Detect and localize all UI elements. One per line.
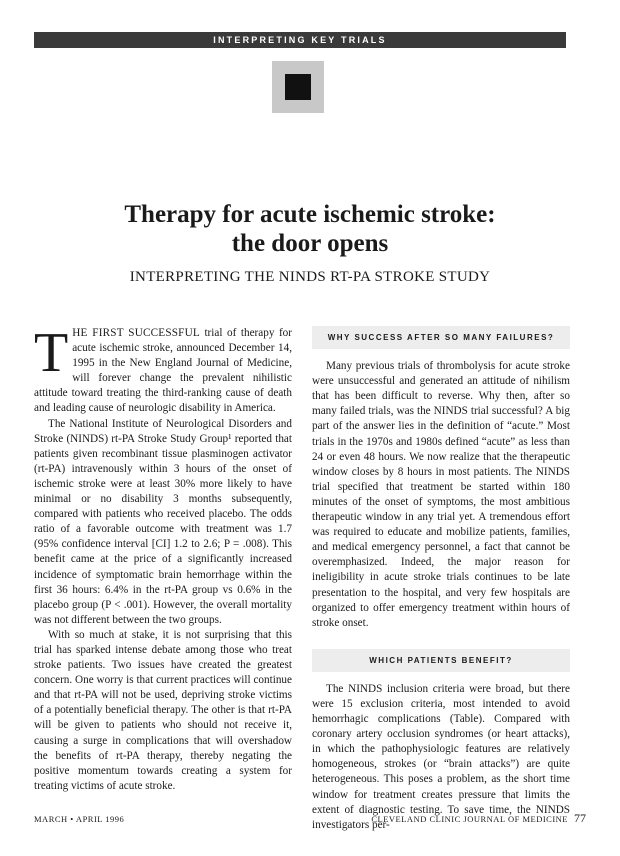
section-spacer xyxy=(312,631,570,649)
paragraph-2: The National Institute of Neurological Disorders and Stroke (NINDS) rt-PA Stroke Study Group¹ reported that patients given recombinant tissue plasminogen activator (rt-PA) intravenously within 3 hours of the onset of ischemic stroke were at least 30% more likely to have minimal or no disability 3 months subsequently, compared with patients who received placebo. The odds ratio of a favorable outcome with treatment was 1.7 (95% confidence interval [CI] 1.2 to 2.6; P = .008). This benefit came at the price of a significantly increased incidence of symptomatic brain hemorrhage within the first 36 hours: 6.4% in the rt-PA group vs 0.6% in the placebo group (P < .001). However, the overall mortality was not different between the two groups. xyxy=(34,417,292,626)
footer-issue-date: MARCH • APRIL 1996 xyxy=(34,814,125,824)
paragraph-3: With so much at stake, it is not surprising that this trial has sparked intense debate among those who treat stroke patients. Two issues have created the greatest concern. One worry is that current practices will continue and that rt-PA will not be used, depriving stroke victims of a potentially beneficial therapy. The other is that rt-PA will be given to patients who should not receive it, causing a surge in complications that will overshadow the benefits of rt-PA therapy, thereby negating the positive momentum towards creating a system for treating victims of acute stroke. xyxy=(34,628,292,792)
page-number: 77 xyxy=(574,811,586,825)
paragraph-1-text: trial of therapy for acute ischemic stroke, announced December 14, 1995 in the New England Journal of Medicine, will forever change the prevalent nihilistic attitude toward treating the third-ranking cause of death and leading cause of neurologic disability in America. xyxy=(34,327,292,415)
section-1-text: Many previous trials of thrombolysis for acute stroke were unsuccessful and generated an attitude of nihilism that has been difficult to reverse. Why then, after so many failed trials, was the NINDS trial successful? A big part of the answer lies in the definition of “acute.” Most trials in the 1970s and 1980s defined “acute” as less than 24 or even 48 hours. We now realize that the therapeutic window closes by 8 hours in most patients. The NINDS trial specified that treatment be started within 180 minutes of the onset of symptoms, the most ambitious therapeutic window in any trial yet. A tremendous effort was required to educate and mobilize patients, families, and medical emergency personnel, a fact that cannot be overemphasized. Indeed, the major reason for ineligibility in acute stroke trials continues to be late presentation to the hospital, and very few hospitals are organized to offer emergency treatment within hours of stroke onset. xyxy=(312,360,570,629)
title-line-1: Therapy for acute ischemic stroke: xyxy=(124,201,496,228)
footer-journal-name: CLEVELAND CLINIC JOURNAL OF MEDICINE xyxy=(371,814,568,824)
section-2-text: The NINDS inclusion criteria were broad, but there were 15 exclusion criteria, most intended to avoid hemorrhagic complications (Table). Compared with coronary artery occlusion syndromes (or heart attacks), in which the pathophysiologic features are relatively homogeneous, strokes (or “brain attacks”) are quite heterogeneous. This poses a problem, as the short time window for treatment creates pressure that limits the extent of diagnostic testing. To save time, the NINDS investigators per- xyxy=(312,682,570,831)
title-line-2: the door opens xyxy=(231,230,389,257)
right-column xyxy=(312,326,570,833)
drop-cap: T xyxy=(34,322,69,384)
paragraph-1 xyxy=(34,322,292,417)
section-heading-which-patients: WHICH PATIENTS BENEFIT? xyxy=(312,649,570,672)
left-column xyxy=(34,322,292,794)
section-band: INTERPRETING KEY TRIALS xyxy=(34,32,566,48)
paragraph-1-lead: HE FIRST SUCCESSFUL xyxy=(72,327,200,339)
section-heading-why-success: WHY SUCCESS AFTER SO MANY FAILURES? xyxy=(312,326,570,349)
article-title xyxy=(40,200,580,258)
article-subtitle: INTERPRETING THE NINDS RT-PA STROKE STUDY xyxy=(129,269,491,285)
square-emblem-icon xyxy=(272,61,324,113)
emblem-center xyxy=(285,74,311,100)
